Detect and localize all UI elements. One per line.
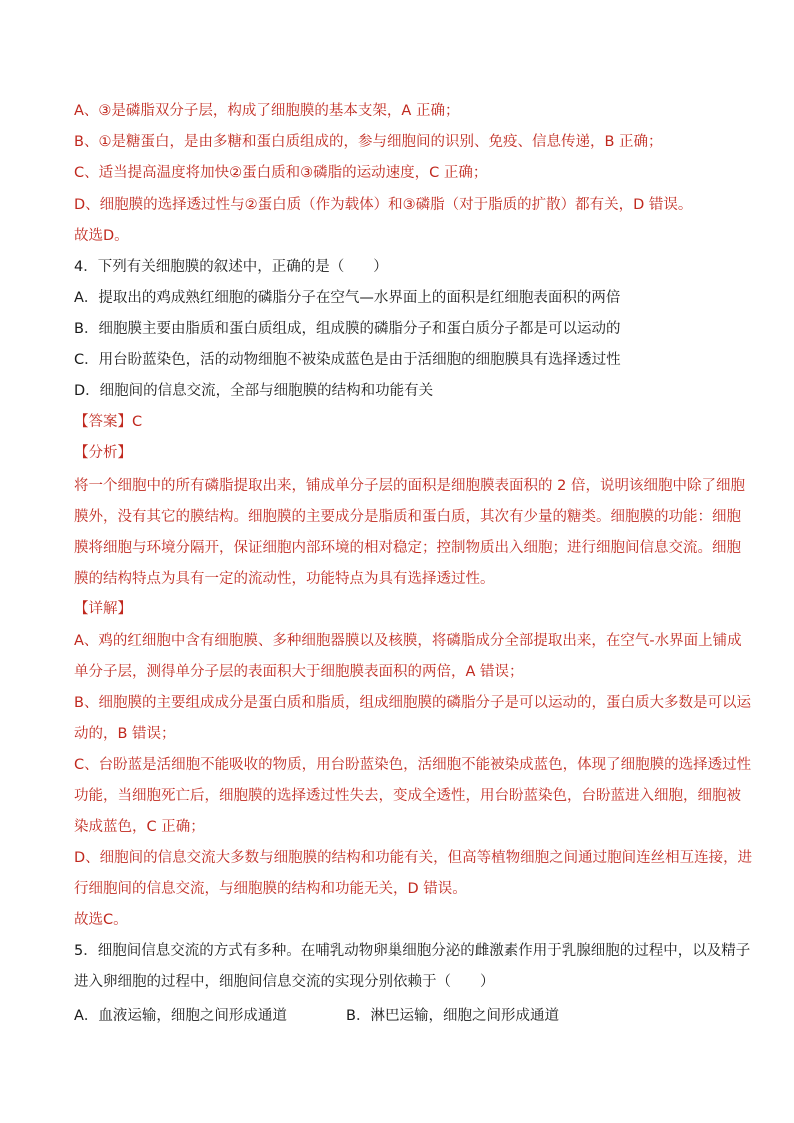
q4-answer: 【答案】C — [74, 414, 143, 430]
q4-option-c: C．用台盼蓝染色，活的动物细胞不被染成蓝色是由于活细胞的细胞膜具有选择透过性 — [74, 352, 621, 368]
q5-option-a: A．血液运输，细胞之间形成通道 — [74, 1008, 287, 1024]
q4-conclusion: 故选C。 — [74, 912, 128, 928]
q4-detail-line: 单分子层，测得单分子层的表面积大于细胞膜表面积的两倍，A 错误； — [74, 664, 524, 680]
q4-detail-line: 染成蓝色，C 正确； — [74, 819, 205, 835]
prev-explanation-line: B、①是糖蛋白，是由多糖和蛋白质组成的，参与细胞间的识别、免疫、信息传递，B 正确； — [74, 134, 663, 150]
q5-stem-line: 进入卵细胞的过程中，细胞间信息交流的实现分别依赖于（ ） — [74, 974, 495, 990]
q4-option-a: A．提取出的鸡成熟红细胞的磷脂分子在空气—水界面上的面积是红细胞表面积的两倍 — [74, 290, 621, 306]
q4-analysis-header: 【分析】 — [74, 445, 132, 461]
q4-detail-line: D、细胞间的信息交流大多数与细胞膜的结构和功能有关，但高等植物细胞之间通过胞间连丝相互连接，进 — [74, 850, 753, 866]
prev-explanation-line: D、细胞膜的选择透过性与②蛋白质（作为载体）和③磷脂（对于脂质的扩散）都有关，D 错误。 — [74, 197, 693, 213]
prev-explanation-line: C、适当提高温度将加快②蛋白质和③磷脂的运动速度，C 正确； — [74, 165, 488, 181]
q4-analysis-line: 膜外，没有其它的膜结构。细胞膜的主要成分是脂质和蛋白质，其次有少量的糖类。细胞膜的功能：细胞 — [74, 509, 741, 525]
prev-explanation-line: A、③是磷脂双分子层，构成了细胞膜的基本支架，A 正确； — [74, 103, 460, 119]
q4-stem: 4．下列有关细胞膜的叙述中，正确的是（ ） — [74, 259, 388, 275]
q4-detail-line: 动的，B 错误； — [74, 726, 176, 742]
q4-detail-line: A、鸡的红细胞中含有细胞膜、多种细胞器膜以及核膜，将磷脂成分全部提取出来，在空气-水界面上铺成 — [74, 633, 742, 649]
q4-detail-line: 行细胞间的信息交流，与细胞膜的结构和功能无关，D 错误。 — [74, 881, 467, 897]
q5-stem-line: 5．细胞间信息交流的方式有多种。在哺乳动物卵巢细胞分泌的雌激素作用于乳腺细胞的过程中，以及精子 — [74, 943, 751, 959]
q4-option-d: D．细胞间的信息交流，全部与细胞膜的结构和功能有关 — [74, 383, 434, 399]
prev-conclusion: 故选D。 — [74, 228, 129, 244]
q4-analysis-line: 将一个细胞中的所有磷脂提取出来，铺成单分子层的面积是细胞膜表面积的 2 倍，说明该细胞中除了细胞 — [74, 478, 745, 494]
q4-option-b: B．细胞膜主要由脂质和蛋白质组成，组成膜的磷脂分子和蛋白质分子都是可以运动的 — [74, 321, 621, 337]
q4-detail-line: 功能，当细胞死亡后，细胞膜的选择透过性失去，变成全透性，用台盼蓝染色，台盼蓝进入细胞，细胞被 — [74, 788, 741, 804]
q4-detail-line: C、台盼蓝是活细胞不能吸收的物质，用台盼蓝染色，活细胞不能被染成蓝色，体现了细胞膜的选择透过性 — [74, 757, 752, 773]
q4-detail-line: B、细胞膜的主要组成成分是蛋白质和脂质，组成细胞膜的磷脂分子是可以运动的，蛋白质大多数是可以运 — [74, 695, 751, 711]
q4-detail-header: 【详解】 — [74, 601, 132, 617]
q5-option-b: B．淋巴运输，细胞之间形成通道 — [346, 1008, 559, 1024]
q4-analysis-line: 膜将细胞与环境分隔开，保证细胞内部环境的相对稳定；控制物质出入细胞；进行细胞间信息交流。细胞 — [74, 540, 741, 556]
q4-analysis-line: 膜的结构特点为具有一定的流动性，功能特点为具有选择透过性。 — [74, 571, 495, 587]
